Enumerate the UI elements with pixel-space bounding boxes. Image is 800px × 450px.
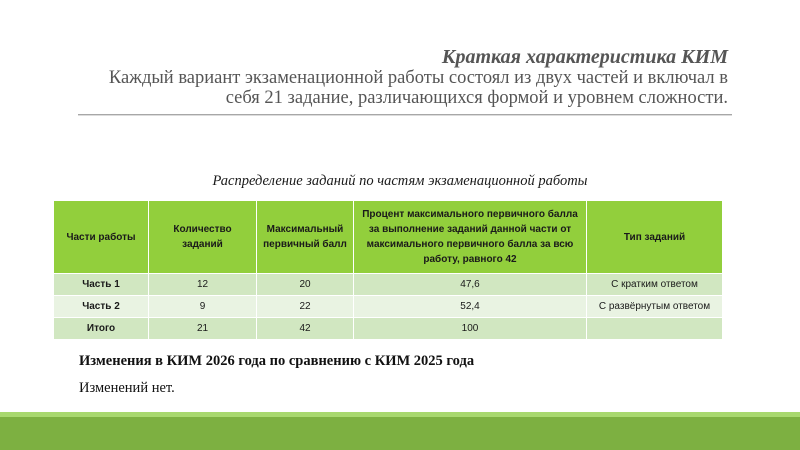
table-row (54, 274, 723, 296)
changes-heading: Изменения в КИМ 2026 года по сравнению с КИМ 2025 года (79, 353, 475, 369)
slide-subtitle-line-1: Каждый вариант экзаменационной работы состоял из двух частей и включал в (108, 68, 728, 88)
footer-bar (0, 417, 800, 450)
row-percent: 100 (354, 318, 587, 340)
table-caption: Распределение заданий по частям экзаменационной работы (212, 173, 588, 189)
row-type (587, 318, 723, 340)
slide-subtitle-line-2: себя 21 задание, различающихся формой и уровнем сложности. (225, 88, 728, 108)
header-percent: Процент максимального первичного балла за выполнение заданий данной части от максимального первичного балла за всю работу, равного 42 (354, 201, 587, 274)
row-max-score: 22 (257, 296, 354, 318)
row-count: 21 (149, 318, 257, 340)
header-count: Количество заданий (149, 201, 257, 274)
header-type: Тип заданий (587, 201, 723, 274)
row-part: Итого (54, 318, 149, 340)
header-part: Части работы (54, 201, 149, 274)
slide-title: Краткая характеристика КИМ (441, 46, 728, 68)
task-distribution-table (53, 200, 723, 340)
table-row (54, 296, 723, 318)
table-row (54, 318, 723, 340)
row-count: 12 (149, 274, 257, 296)
row-percent: 47,6 (354, 274, 587, 296)
table-header-row (54, 201, 723, 274)
row-type: С кратким ответом (587, 274, 723, 296)
row-part: Часть 2 (54, 296, 149, 318)
row-percent: 52,4 (354, 296, 587, 318)
row-type: С развёрнутым ответом (587, 296, 723, 318)
row-count: 9 (149, 296, 257, 318)
row-max-score: 42 (257, 318, 354, 340)
row-max-score: 20 (257, 274, 354, 296)
slide-header (78, 46, 728, 108)
header-divider (78, 114, 732, 116)
header-max-score: Максимальный первичный балл (257, 201, 354, 274)
row-part: Часть 1 (54, 274, 149, 296)
changes-text: Изменений нет. (79, 380, 175, 396)
